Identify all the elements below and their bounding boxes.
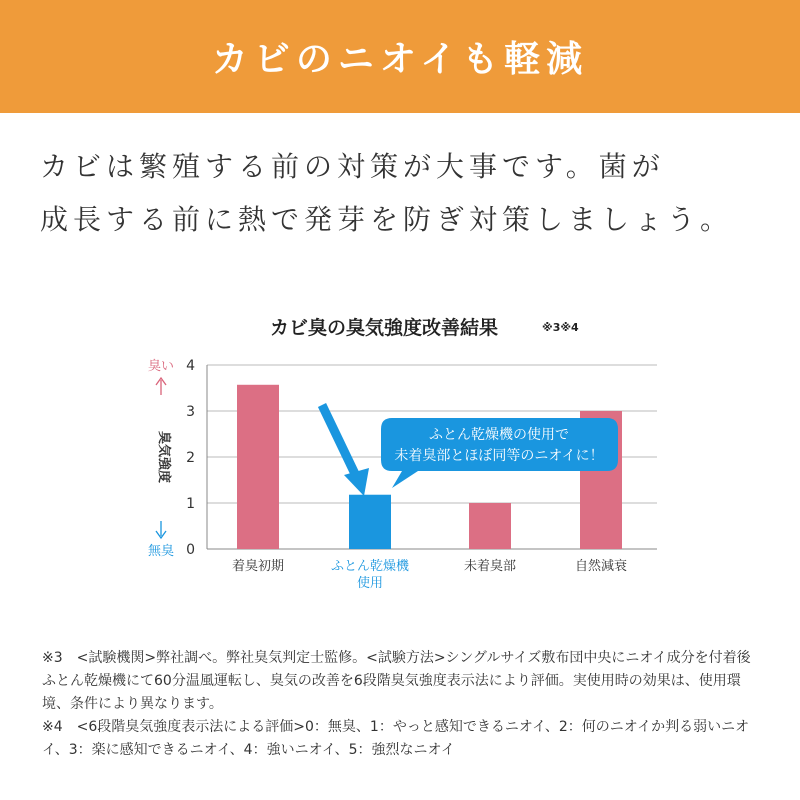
callout-line-2: 未着臭部とほぼ同等のニオイに！: [394, 448, 604, 464]
intro-line-1: カビは繁殖する前の対策が大事です。菌が: [40, 150, 665, 183]
y-tick-label: 0: [186, 542, 195, 558]
intro-line-2: 成長する前に熱で発芽を防ぎ対策しましょう。: [40, 203, 734, 236]
y-tick-label: 3: [186, 404, 195, 420]
pointer-arrow-head-icon: [344, 468, 369, 496]
x-tick-label: 着臭初期: [231, 559, 285, 574]
header-title: カビのニオイも軽減: [211, 39, 589, 80]
bar: [349, 495, 391, 549]
x-tick-label: 自然減衰: [574, 559, 628, 574]
y-bottom-label: 無臭: [147, 544, 175, 559]
y-tick-label: 1: [186, 496, 195, 512]
pointer-arrow-icon: [322, 405, 356, 476]
y-top-label: 臭い: [147, 359, 175, 374]
footnote-4: ※4 <6段階臭気強度表示法による評価>0：無臭、1：やっと感知できるニオイ、2：何のニオイか判る弱いニオイ、3：楽に感知できるニオイ、4：強いニオイ、5：強烈なニオイ: [42, 719, 750, 758]
y-axis-label: 臭気強度: [156, 430, 171, 484]
bar: [469, 503, 511, 549]
chart-title-note: ※3※4: [542, 321, 579, 334]
x-tick-label: ふとん乾燥機: [330, 559, 410, 574]
callout-line-1: ふとん乾燥機の使用で: [429, 427, 569, 443]
footnote-3: ※3 <試験機関>弊社調べ。弊社臭気判定士監修。<試験方法>シングルサイズ敷布団中央にニオイ成分を付着後ふとん乾燥機にて60分温風運転し、臭気の改善を6段階臭気強度表示法により評価。実使用時の効果は、使用環境、条件により異なります。: [42, 650, 751, 712]
y-tick-label: 2: [186, 450, 195, 466]
header-banner: [0, 0, 800, 113]
y-tick-label: 4: [186, 358, 195, 374]
odor-chart: [0, 300, 800, 630]
bar: [237, 385, 279, 549]
x-tick-label: 未着臭部: [463, 559, 517, 574]
chart-title: カビ臭の臭気強度改善結果: [270, 317, 499, 339]
x-tick-label: 使用: [356, 576, 384, 591]
